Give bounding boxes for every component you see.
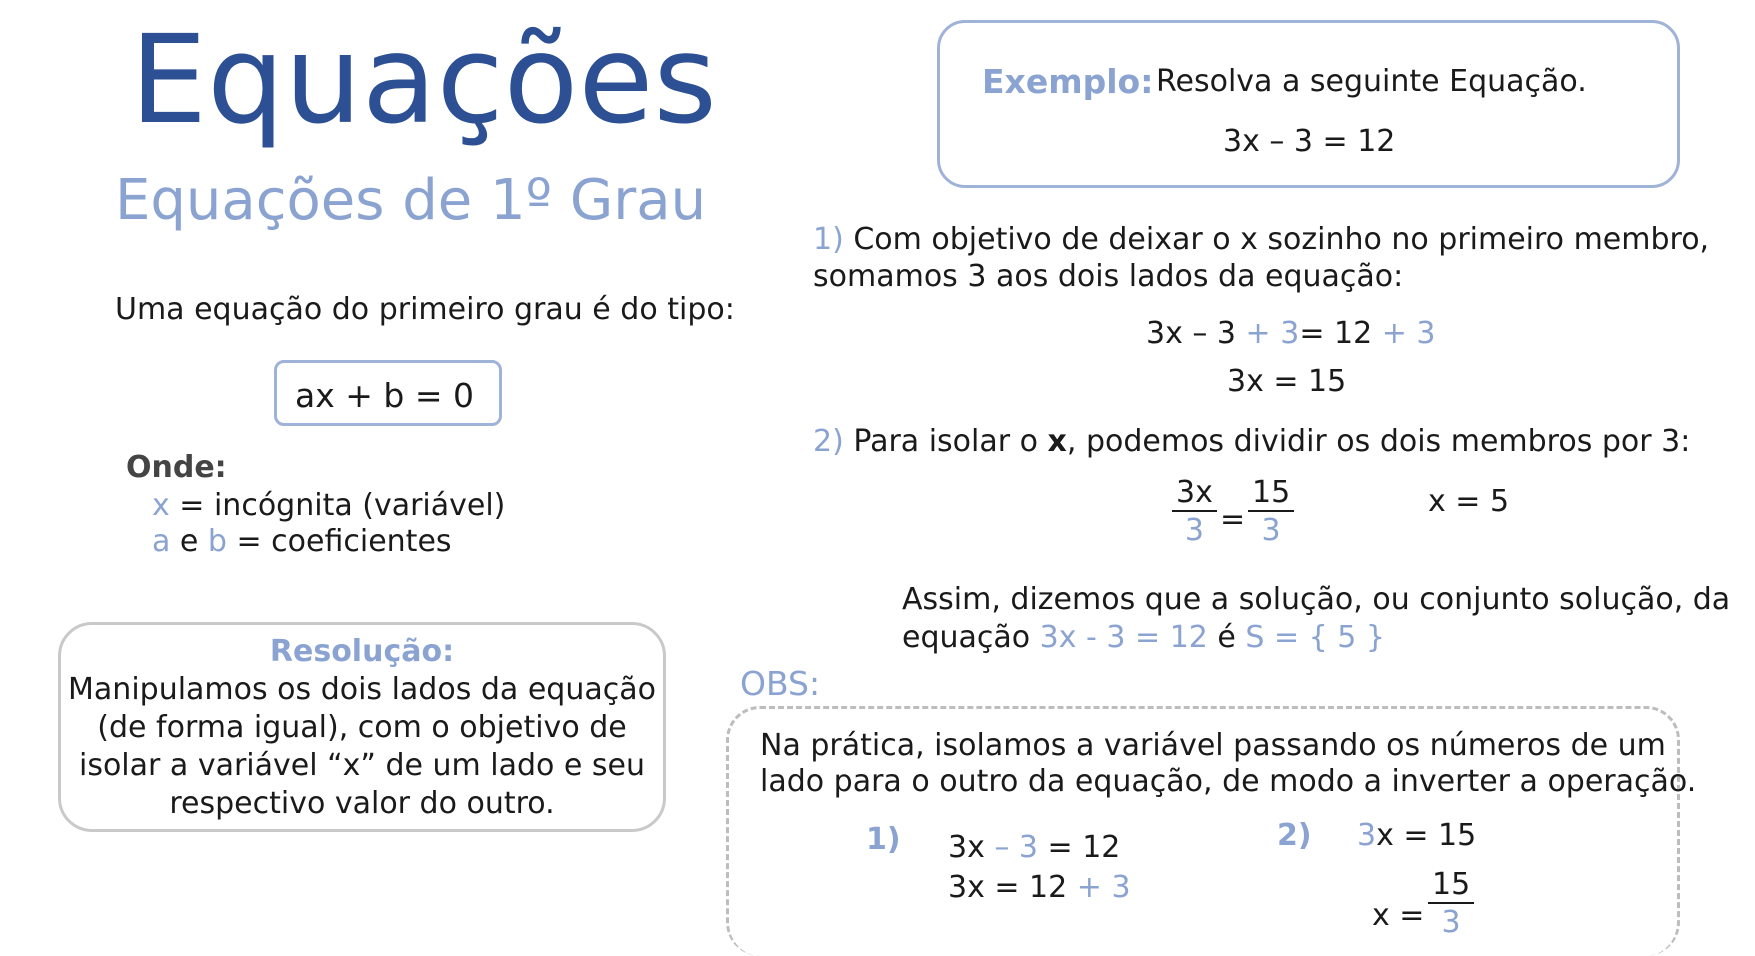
fraction-denominator: 3 bbox=[1184, 513, 1204, 548]
conjunction-e: e bbox=[170, 524, 208, 559]
fraction-numerator: 3x bbox=[1172, 476, 1217, 512]
resolucao-title: Resolução: bbox=[269, 634, 455, 669]
ab-definition-text: = coeficientes bbox=[226, 524, 452, 559]
step2-number: 2) bbox=[813, 424, 844, 459]
conclusion-text: é bbox=[1207, 620, 1246, 655]
obs-line: Na prática, isolamos a variável passando os números de um bbox=[760, 728, 1666, 763]
resolucao-line: (de forma igual), com o objetivo de bbox=[97, 710, 627, 745]
example-box bbox=[937, 20, 1680, 188]
example-label: Exemplo: bbox=[982, 62, 1154, 101]
step1-result: 3x = 15 bbox=[1227, 364, 1347, 399]
eq-part: x = 15 bbox=[1376, 818, 1477, 853]
fraction-numerator: 15 bbox=[1248, 476, 1294, 512]
step1-equation bbox=[1146, 316, 1435, 352]
step2-text bbox=[813, 424, 1690, 460]
example-prompt: Resolva a seguinte Equação. bbox=[1156, 64, 1587, 99]
added-term: + 3 bbox=[1245, 316, 1300, 351]
moved-term: + 3 bbox=[1076, 870, 1131, 905]
eq-part: 3x = 12 bbox=[948, 870, 1077, 905]
equals-sign: = bbox=[1220, 502, 1246, 537]
fraction-right bbox=[1248, 476, 1294, 548]
step2-text-b: , podemos dividir os dois membros por 3: bbox=[1066, 424, 1691, 459]
intro-text: Uma equação do primeiro grau é do tipo: bbox=[115, 292, 735, 327]
obs-example-2-number: 2) bbox=[1277, 818, 1312, 853]
eq-part: = 12 bbox=[1038, 830, 1121, 865]
resolucao-line: Manipulamos os dois lados da equação bbox=[68, 672, 656, 707]
conclusion-line: Assim, dizemos que a solução, ou conjunto solução, da bbox=[902, 582, 1731, 617]
conclusion-line bbox=[902, 620, 1385, 656]
obs-line: lado para o outro da equação, de modo a inverter a operação. bbox=[760, 764, 1697, 799]
fraction-left bbox=[1172, 476, 1217, 548]
x-definition-text: = incógnita (variável) bbox=[169, 488, 506, 523]
eq-part: 3x – 3 bbox=[1146, 316, 1246, 351]
step1-number: 1) bbox=[813, 222, 844, 257]
step2-variable: x bbox=[1047, 424, 1067, 459]
onde-ab-definition bbox=[152, 524, 452, 560]
obs-example-2-fraction bbox=[1428, 868, 1474, 940]
obs-example-2-line bbox=[1357, 818, 1476, 854]
resolucao-line: respectivo valor do outro. bbox=[169, 786, 555, 821]
moved-term: – 3 bbox=[994, 830, 1039, 865]
onde-x-definition bbox=[152, 488, 505, 524]
general-formula: ax + b = 0 bbox=[295, 376, 474, 415]
obs-example-1-number: 1) bbox=[866, 822, 901, 857]
step1-text-b: somamos 3 aos dois lados da equação: bbox=[813, 259, 1404, 294]
obs-example-1-line bbox=[948, 870, 1131, 906]
moved-term: 3 bbox=[1357, 818, 1377, 853]
obs-example-2-x: x = bbox=[1372, 898, 1425, 933]
step2-result: x = 5 bbox=[1428, 484, 1510, 519]
example-equation: 3x – 3 = 12 bbox=[1223, 124, 1396, 159]
coefficient-a: a bbox=[152, 524, 171, 559]
variable-x: x bbox=[152, 488, 170, 523]
obs-example-1-line bbox=[948, 830, 1120, 866]
conclusion-text: equação bbox=[902, 620, 1040, 655]
step1-text-a: Com objetivo de deixar o x sozinho no primeiro membro, bbox=[843, 222, 1710, 257]
fraction-denominator: 3 bbox=[1441, 905, 1461, 940]
coefficient-b: b bbox=[207, 524, 227, 559]
eq-part: 3x bbox=[948, 830, 995, 865]
step2-text-a: Para isolar o bbox=[843, 424, 1048, 459]
eq-part: = 12 bbox=[1299, 316, 1382, 351]
fraction-denominator: 3 bbox=[1261, 513, 1281, 548]
fraction-numerator: 15 bbox=[1428, 868, 1474, 904]
onde-label: Onde: bbox=[126, 450, 227, 485]
step1-text bbox=[813, 222, 1709, 258]
resolucao-line: isolar a variável “x” de um lado e seu bbox=[78, 748, 646, 783]
conclusion-equation: 3x - 3 = 12 bbox=[1039, 620, 1208, 655]
page-title: Equações bbox=[130, 9, 717, 151]
solution-set: S = { 5 } bbox=[1245, 620, 1386, 655]
page-subtitle: Equações de 1º Grau bbox=[115, 168, 707, 233]
added-term: + 3 bbox=[1381, 316, 1436, 351]
obs-label: OBS: bbox=[740, 664, 821, 703]
